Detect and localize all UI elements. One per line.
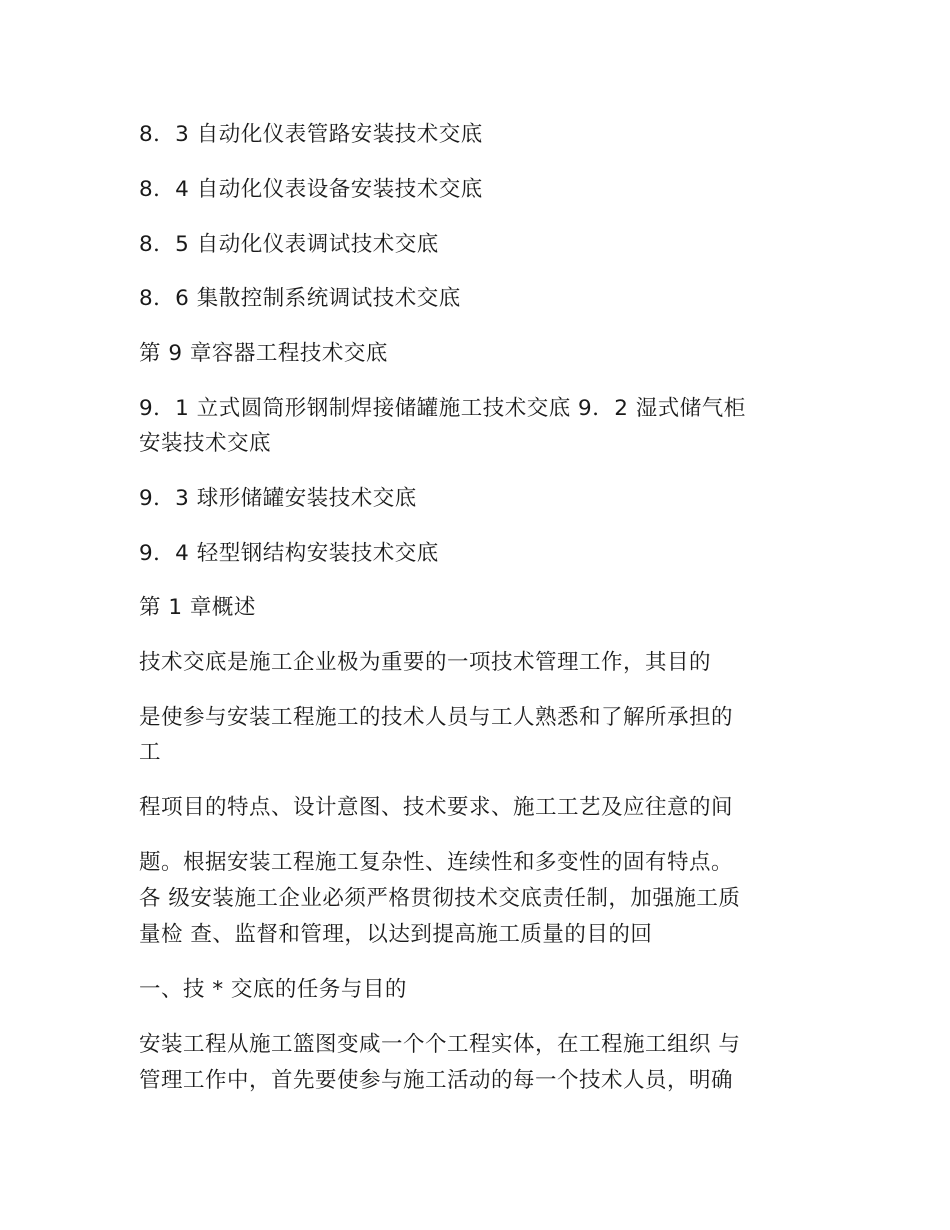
paragraph-line: 管理工作中，首先要使参与施工活动的每一个技术人员，明确 (139, 1068, 734, 1093)
toc-entry-8-4: 8．4 自动化仪表设备安装技术交底 (139, 177, 483, 202)
toc-entry-8-5: 8．5 自动化仪表调试技术交底 (139, 232, 439, 257)
paragraph-line: 安装工程从施工篮图变咸一个个工程实体，在工程施工组织 与 (139, 1032, 741, 1057)
toc-entry-9-4: 9．4 轻型钢结构安装技术交底 (139, 541, 439, 566)
paragraph-line: 题。根据安装工程施工复杂性、连续性和多变性的固有特点。 (139, 850, 734, 875)
toc-chapter-9: 第 9 章容器工程技术交底 (139, 341, 388, 366)
paragraph-line: 工 (139, 740, 162, 765)
toc-entry-8-3: 8．3 自动化仪表管路安装技术交底 (139, 122, 483, 147)
chapter-1-heading: 第 1 章概述 (139, 595, 256, 620)
paragraph-line: 程项目的特点、设计意图、技术要求、施工工艺及应往意的间 (139, 795, 734, 820)
toc-entry-9-3: 9．3 球形储罐安装技术交底 (139, 486, 417, 511)
paragraph-line: 各 级安装施工企业必须严格贯彻技术交底责任制，加强施工质 (139, 886, 741, 911)
paragraph-line: 技术交底是施工企业极为重要的一项技术管理工作，其目的 (139, 650, 712, 675)
paragraph-line: 量检 查、监督和管理，以达到提高施工质量的目的回 (139, 922, 653, 947)
toc-entry-8-6: 8．6 集散控制系统调试技术交底 (139, 286, 461, 311)
toc-entry-9-1: 9．1 立式圆筒形钢制焊接储罐施工技术交底 9．2 湿式储气柜 (139, 396, 746, 421)
section-heading: 一、技 * 交底的任务与目的 (139, 977, 407, 1002)
toc-entry-9-1-cont: 安装技术交底 (139, 431, 272, 456)
paragraph-line: 是使参与安装工程施工的技术人员与工人熟悉和了解所承担的 (139, 705, 734, 730)
